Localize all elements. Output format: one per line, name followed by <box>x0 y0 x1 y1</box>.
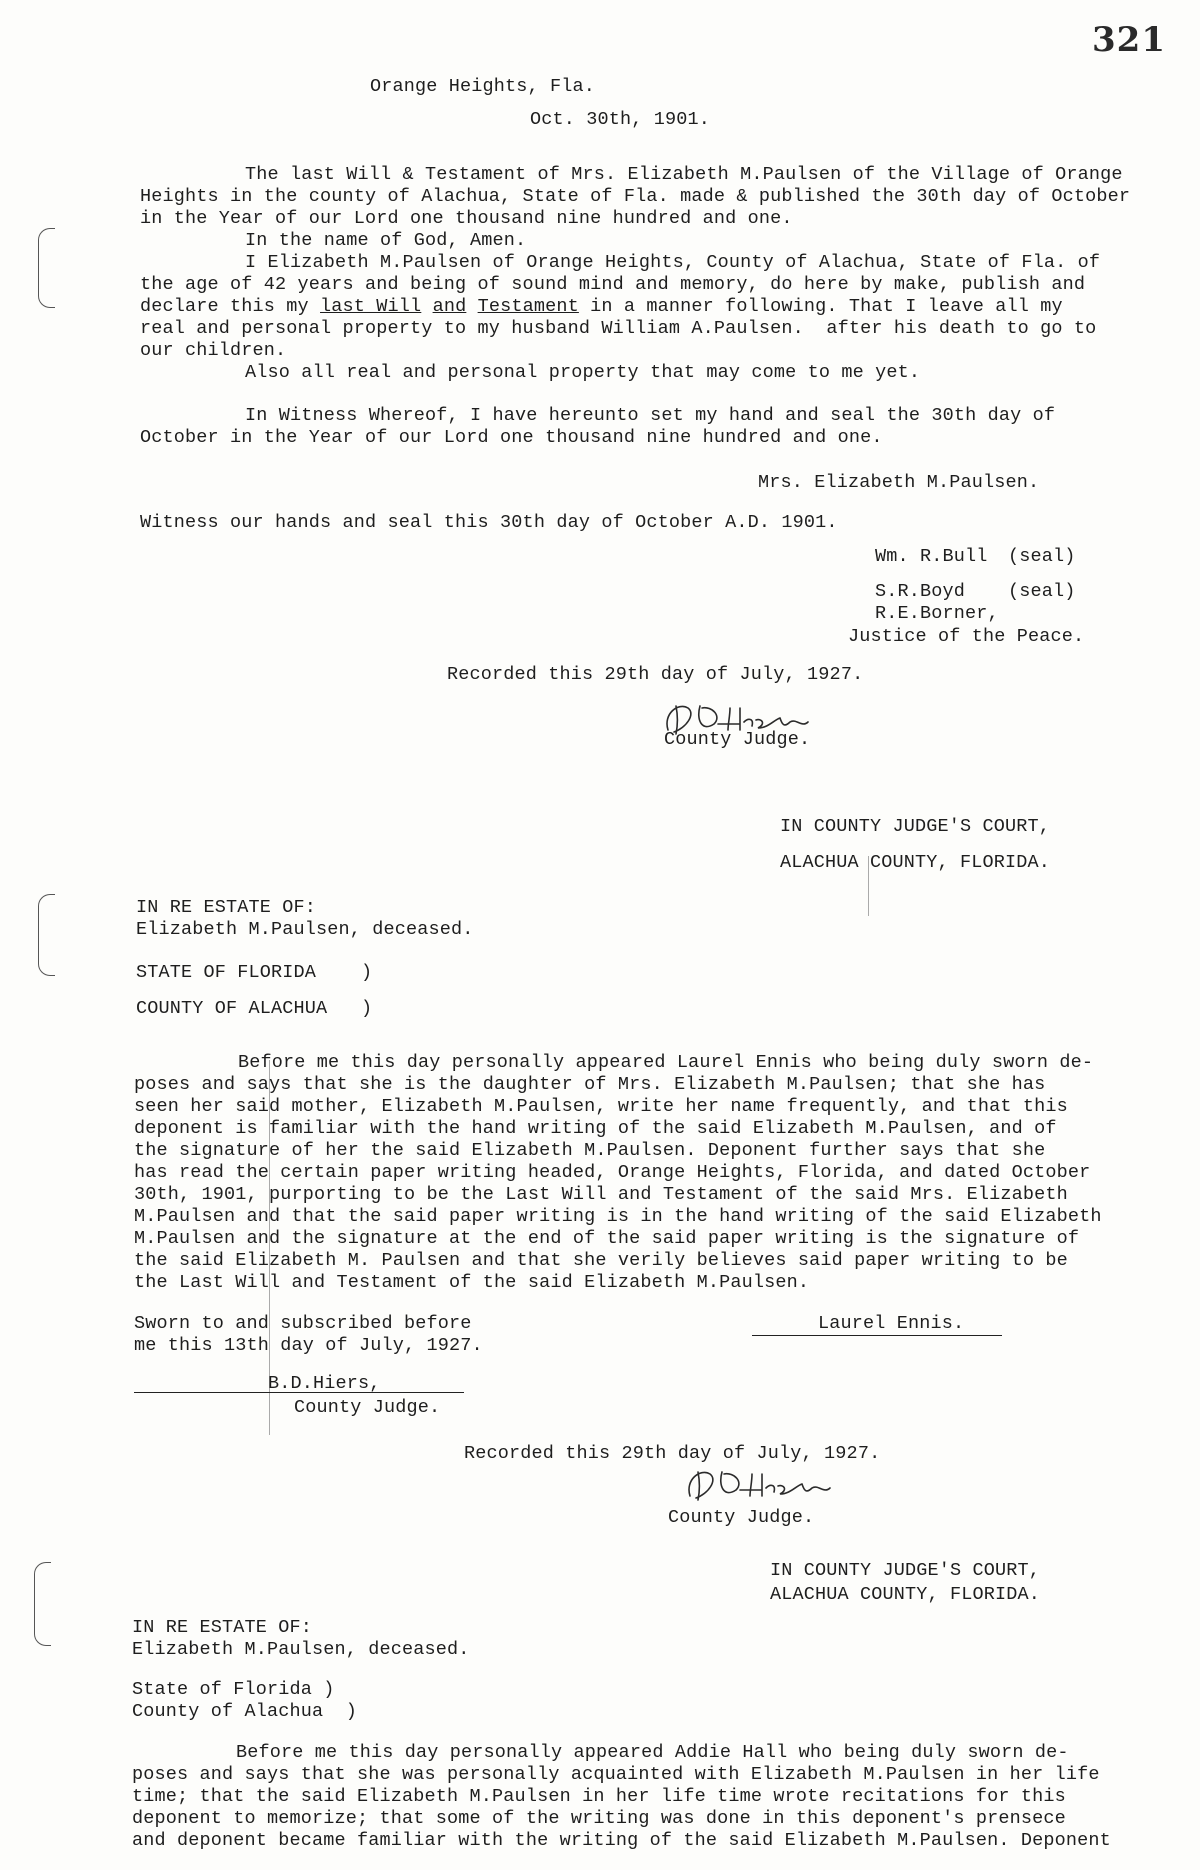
will-body-line: I Elizabeth M.Paulsen of Orange Heights, County of Alachua, State of Fla. of <box>245 252 1101 273</box>
will-body-text: in a manner following. That I leave all my <box>578 296 1063 317</box>
underlined-text: last Will <box>320 296 422 317</box>
witness-whereof-line: October in the Year of our Lord one thousand nine hundred and one. <box>140 427 883 448</box>
witness-name: Wm. R.Bull <box>875 546 988 567</box>
in-name-of-god: In the name of God, Amen. <box>245 230 527 251</box>
will-body-line: our children. <box>140 340 287 361</box>
judge-signature-image <box>670 1460 870 1510</box>
affidavit-line: poses and says that she is the daughter of Mrs. Elizabeth M.Paulsen; that she has <box>134 1074 1046 1095</box>
court-heading: IN COUNTY JUDGE'S COURT, <box>780 816 1051 837</box>
affidavit-line: poses and says that she was personally acquainted with Elizabeth M.Paulsen in her life <box>132 1764 1100 1785</box>
seal-label: (seal) <box>1008 581 1076 602</box>
witness-name: S.R.Boyd <box>875 581 966 602</box>
judge-title: County Judge. <box>668 1507 815 1528</box>
affidavit-line: 30th, 1901, purporting to be the Last Will and Testament of the said Mrs. Elizabeth <box>134 1184 1068 1205</box>
testator-signature: Mrs. Elizabeth M.Paulsen. <box>758 472 1040 493</box>
affidavit-line: and deponent became familiar with the writing of the said Elizabeth M.Paulsen. Deponent <box>132 1830 1111 1851</box>
will-intro-line: in the Year of our Lord one thousand nine hundred and one. <box>140 208 793 229</box>
will-body-line: the age of 42 years and being of sound mind and memory, do here by make, publish and <box>140 274 1086 295</box>
estate-name: Elizabeth M.Paulsen, deceased. <box>132 1639 470 1660</box>
judge-name: B.D.Hiers, <box>268 1373 381 1394</box>
justice-title: Justice of the Peace. <box>848 626 1085 647</box>
affidavit-line: M.Paulsen and that the said paper writing is in the hand writing of the said Elizabeth <box>134 1206 1102 1227</box>
recorded-line: Recorded this 29th day of July, 1927. <box>447 664 864 685</box>
witness-whereof-line: In Witness Whereof, I have hereunto set my hand and seal the 30th day of <box>245 405 1056 426</box>
page-number: 321 <box>1092 20 1166 60</box>
affidavit-line: the signature of her the said Elizabeth M.Paulsen. Deponent further says that she <box>134 1140 1046 1161</box>
court-heading: ALACHUA COUNTY, FLORIDA. <box>770 1584 1041 1605</box>
underlined-text: and <box>432 296 467 317</box>
jurat-line: me this 13th day of July, 1927. <box>134 1335 483 1356</box>
venue-county: County of Alachua ) <box>132 1701 358 1722</box>
jurat-line: Sworn to and subscribed before <box>134 1313 472 1334</box>
judge-title: County Judge. <box>294 1397 441 1418</box>
affidavit-line: deponent to memorize; that some of the writing was done in this deponent's prensece <box>132 1808 1066 1829</box>
affidavit-line: time; that the said Elizabeth M.Paulsen in her life time wrote recitations for this <box>132 1786 1066 1807</box>
affidavit-line: deponent is familiar with the hand writing of the said Elizabeth M.Paulsen, and of <box>134 1118 1057 1139</box>
will-place: Orange Heights, Fla. <box>370 76 596 97</box>
binding-hole-mark <box>38 894 55 976</box>
estate-name: Elizabeth M.Paulsen, deceased. <box>136 919 474 940</box>
will-also-line: Also all real and personal property that may come to me yet. <box>245 362 921 383</box>
affidavit-line: seen her said mother, Elizabeth M.Paulsen, write her name frequently, and that this <box>134 1096 1068 1117</box>
affidavit-line: the Last Will and Testament of the said Elizabeth M.Paulsen. <box>134 1272 810 1293</box>
court-heading: ALACHUA COUNTY, FLORIDA. <box>780 852 1051 873</box>
venue-county: COUNTY OF ALACHUA ) <box>136 998 373 1019</box>
seal-label: (seal) <box>1008 546 1076 567</box>
court-heading: IN COUNTY JUDGE'S COURT, <box>770 1560 1041 1581</box>
will-date: Oct. 30th, 1901. <box>530 109 711 130</box>
affidavit-line: the said Elizabeth M. Paulsen and that she verily believes said paper writing to be <box>134 1250 1068 1271</box>
justice-name: R.E.Borner, <box>875 603 999 624</box>
affidavit-line: M.Paulsen and the signature at the end of the said paper writing is the signature of <box>134 1228 1080 1249</box>
binding-hole-mark <box>38 228 55 308</box>
recorded-line: Recorded this 29th day of July, 1927. <box>464 1443 881 1464</box>
venue-state: STATE OF FLORIDA ) <box>136 962 373 983</box>
venue-state: State of Florida ) <box>132 1679 335 1700</box>
in-re-heading: IN RE ESTATE OF: <box>132 1617 313 1638</box>
signature-rule <box>752 1335 1002 1336</box>
in-re-heading: IN RE ESTATE OF: <box>136 897 317 918</box>
judge-title: County Judge. <box>664 729 811 750</box>
will-body-text: declare this my <box>140 296 321 317</box>
affiant-signature: Laurel Ennis. <box>818 1313 965 1334</box>
will-intro-line: The last Will & Testament of Mrs. Elizabeth M.Paulsen of the Village of Orange <box>245 164 1123 185</box>
will-body-line <box>140 296 1063 318</box>
witness-line: Witness our hands and seal this 30th day of October A.D. 1901. <box>140 512 838 533</box>
affidavit-line: Before me this day personally appeared Addie Hall who being duly sworn de- <box>236 1742 1069 1763</box>
affidavit-line: Before me this day personally appeared Laurel Ennis who being duly sworn de- <box>238 1052 1094 1073</box>
binding-hole-mark <box>34 1562 51 1646</box>
underlined-text: Testament <box>477 296 579 317</box>
will-intro-line: Heights in the county of Alachua, State of Fla. made & published the 30th day of October <box>140 186 1131 207</box>
will-body-line: real and personal property to my husband William A.Paulsen. after his death to go to <box>140 318 1097 339</box>
affidavit-line: has read the certain paper writing headed, Orange Heights, Florida, and dated October <box>134 1162 1091 1183</box>
